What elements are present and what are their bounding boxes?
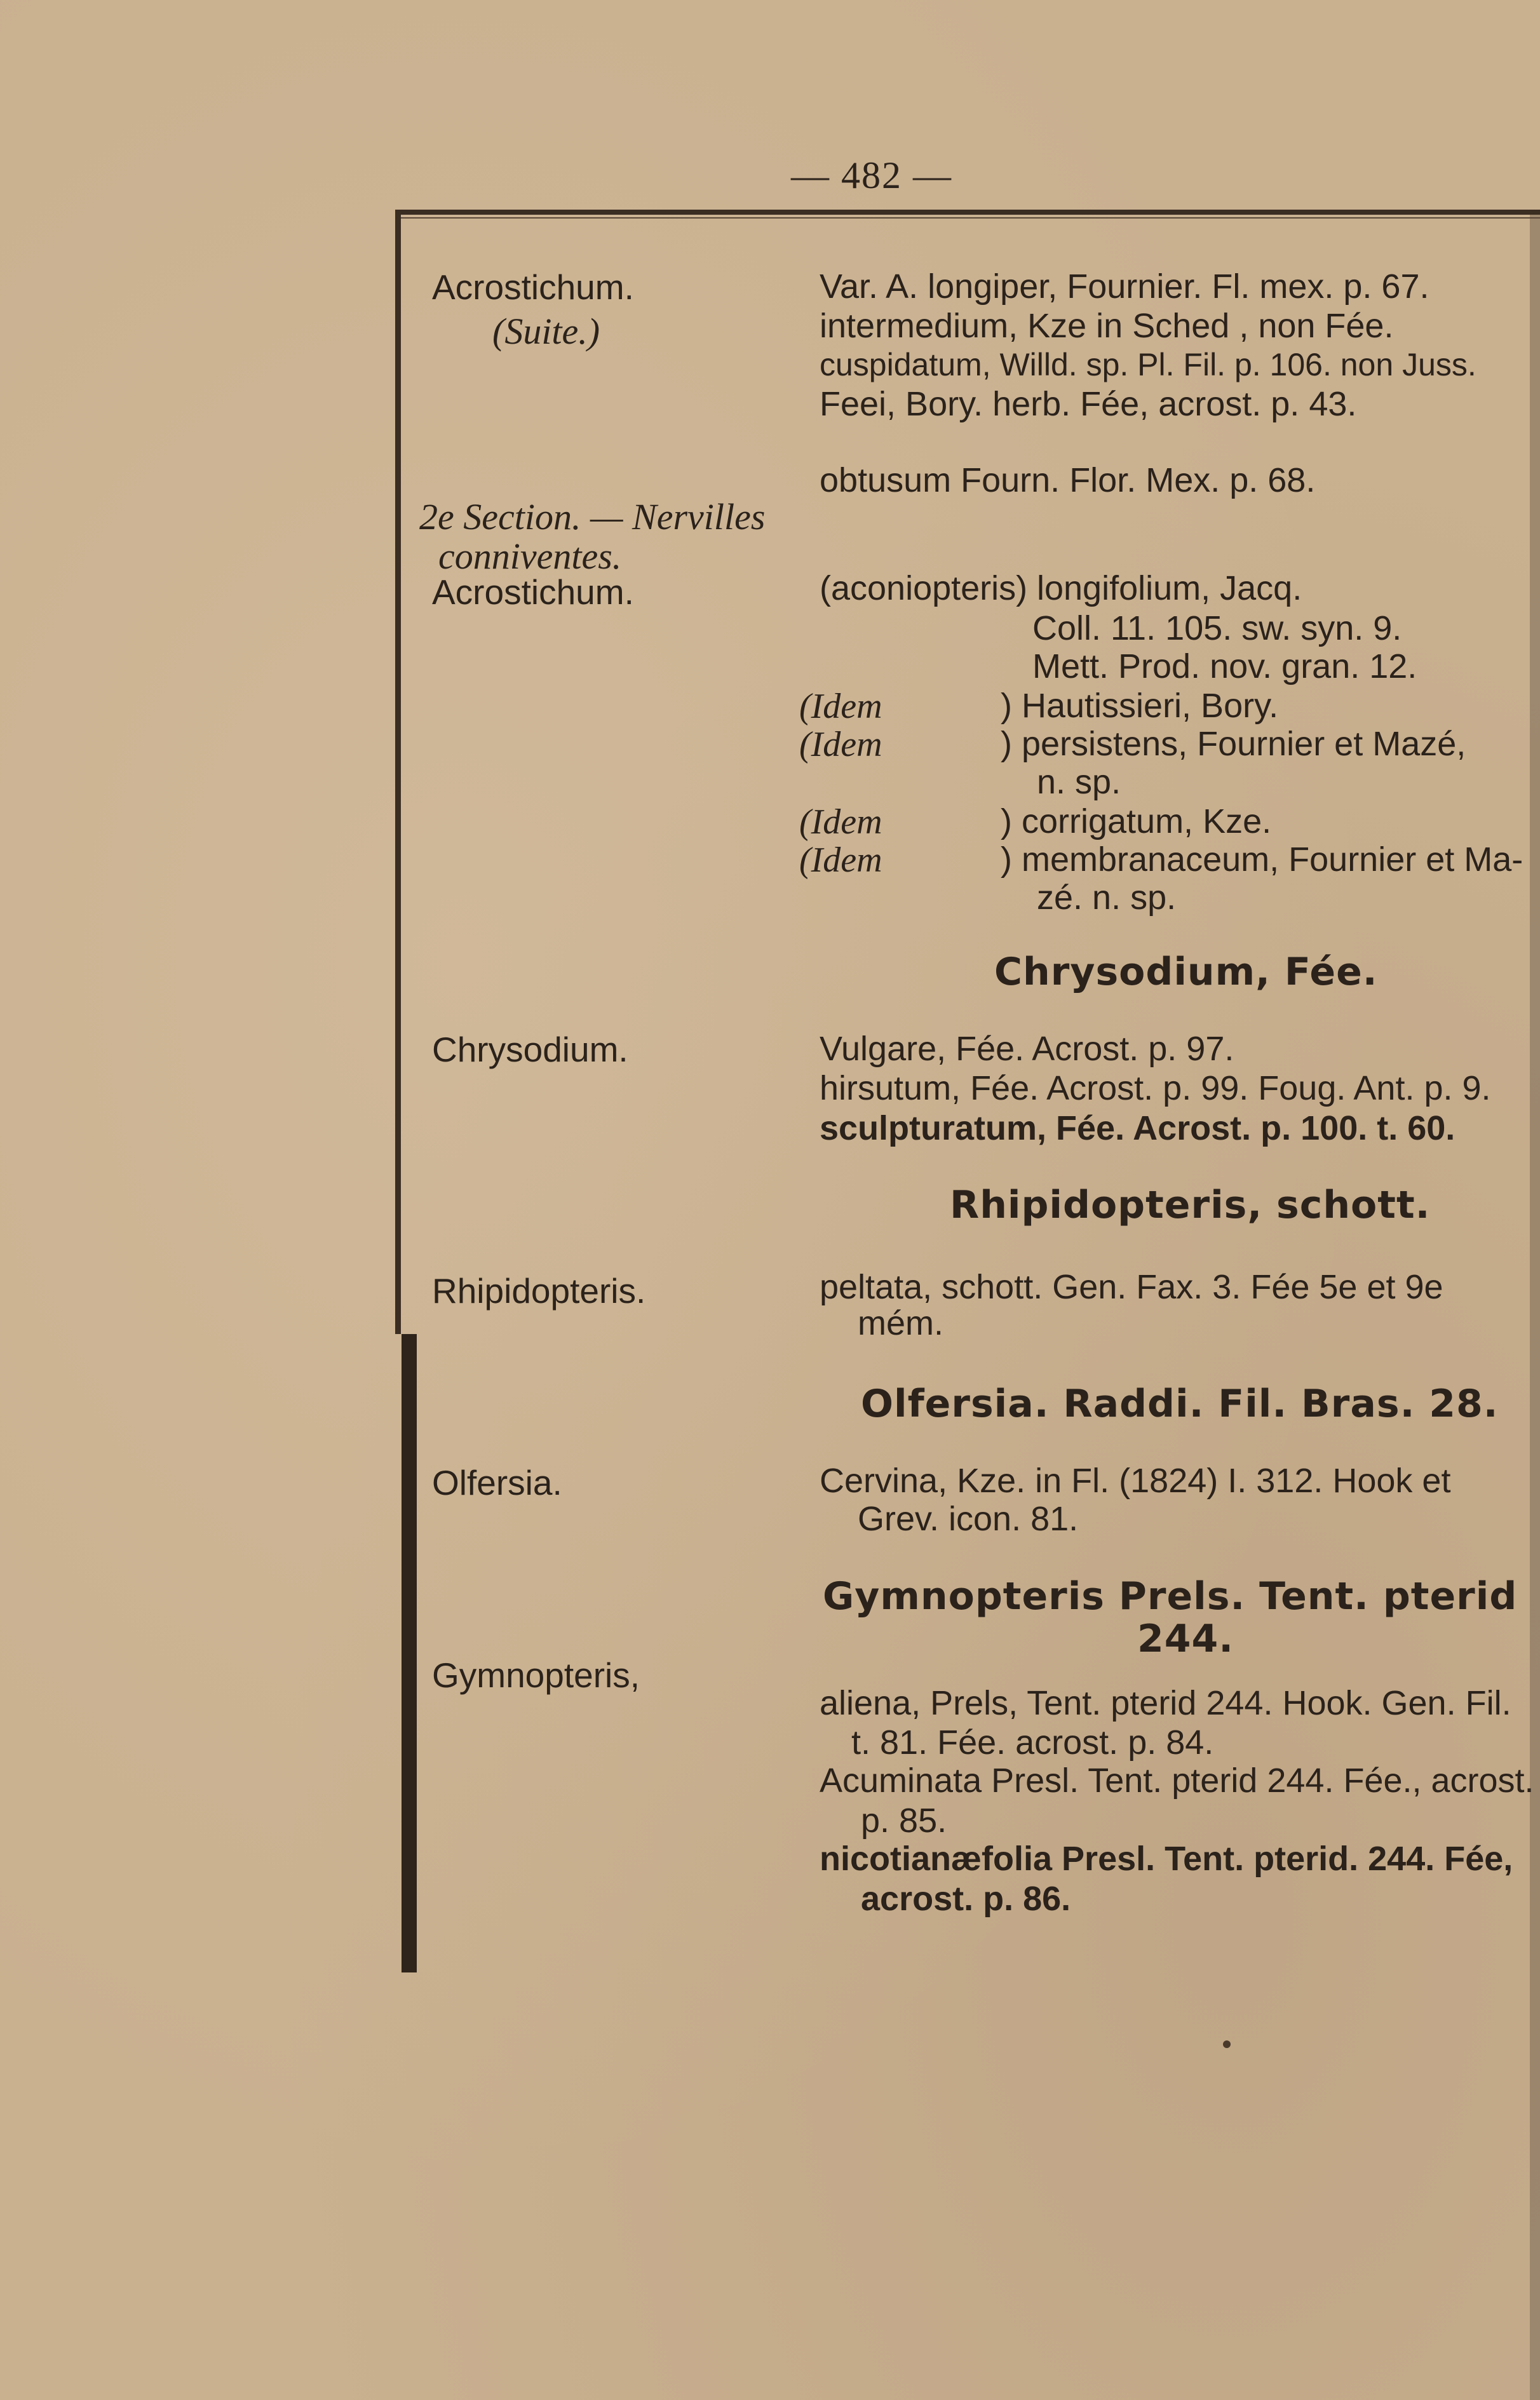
list-item: Vulgare, Fée. Acrost. p. 97. bbox=[820, 1030, 1234, 1068]
heading-gymnopteris-cont: 244. bbox=[1137, 1617, 1234, 1661]
list-item: cuspidatum, Willd. sp. Pl. Fil. p. 106. non Juss. bbox=[820, 347, 1476, 382]
heading-rhipidopteris: Rhipidopteris, schott. bbox=[950, 1183, 1431, 1227]
page-edge-shadow bbox=[1530, 210, 1540, 2400]
list-item-cont: p. 85. bbox=[861, 1802, 947, 1840]
list-item: hirsutum, Fée. Acrost. p. 99. Foug. Ant. p. 9. bbox=[820, 1069, 1491, 1107]
list-item-cont: Grev. icon. 81. bbox=[858, 1500, 1079, 1538]
list-item-cont: acrost. p. 86. bbox=[861, 1880, 1071, 1918]
idem-label: (Idem bbox=[799, 687, 882, 726]
column-rule-heavy bbox=[402, 1334, 417, 1972]
header-rule bbox=[397, 210, 1540, 215]
section-heading: 2e Section. — Nervilles bbox=[419, 496, 766, 537]
heading-gymnopteris: Gymnopteris Prels. Tent. pterid bbox=[823, 1574, 1518, 1619]
section-heading-cont: conniventes. bbox=[438, 536, 622, 577]
list-item: ) Hautissieri, Bory. bbox=[1001, 687, 1279, 725]
genus-suite: (Suite.) bbox=[492, 311, 600, 352]
list-item: longifolium, Jacq. bbox=[1037, 569, 1302, 607]
list-item-cont: zé. n. sp. bbox=[1037, 879, 1177, 917]
genus-acrostichum: Acrostichum. bbox=[432, 267, 634, 307]
list-item-cont: n. sp. bbox=[1037, 763, 1121, 801]
page-number: — 482 — bbox=[791, 154, 952, 196]
list-item: t. 81. Fée. acrost. p. 84. bbox=[851, 1723, 1214, 1762]
list-item: ) corrigatum, Kze. bbox=[1001, 802, 1272, 840]
genus-chrysodium: Chrysodium. bbox=[432, 1030, 628, 1069]
list-item: aliena, Prels, Tent. pterid 244. Hook. Gen. Fil. bbox=[820, 1684, 1511, 1722]
list-item: Var. A. longiper, Fournier. Fl. mex. p. 67. bbox=[820, 267, 1429, 306]
ink-spot bbox=[1223, 2040, 1231, 2048]
list-item: Cervina, Kze. in Fl. (1824) I. 312. Hook et bbox=[820, 1462, 1451, 1500]
list-item: sculpturatum, Fée. Acrost. p. 100. t. 60. bbox=[820, 1109, 1456, 1147]
list-item: Coll. 11. 105. sw. syn. 9. bbox=[1032, 609, 1402, 647]
heading-chrysodium: Chrysodium, Fée. bbox=[994, 950, 1378, 994]
column-rule bbox=[395, 210, 401, 1334]
idem-label: (Idem bbox=[799, 840, 882, 880]
aconiopteris-prefix: (aconiopteris) bbox=[820, 569, 1028, 607]
list-item-cont: mém. bbox=[858, 1304, 943, 1342]
genus-gymnopteris: Gymnopteris, bbox=[432, 1655, 640, 1695]
header-rule-thin bbox=[397, 217, 1540, 219]
list-item: ) membranaceum, Fournier et Ma- bbox=[1001, 840, 1523, 879]
list-item: nicotianæfolia Presl. Tent. pterid. 244. Fée, bbox=[820, 1840, 1513, 1878]
list-item: Feei, Bory. herb. Fée, acrost. p. 43. bbox=[820, 385, 1357, 423]
genus-acrostichum-2: Acrostichum. bbox=[432, 572, 634, 612]
list-item: peltata, schott. Gen. Fax. 3. Fée 5e et 9e bbox=[820, 1268, 1443, 1306]
list-item: ) persistens, Fournier et Mazé, bbox=[1001, 725, 1466, 763]
idem-label: (Idem bbox=[799, 725, 882, 764]
idem-label: (Idem bbox=[799, 802, 882, 842]
list-item: obtusum Fourn. Flor. Mex. p. 68. bbox=[820, 461, 1316, 499]
list-item: Acuminata Presl. Tent. pterid 244. Fée., acrost. bbox=[820, 1762, 1534, 1800]
genus-rhipidopteris: Rhipidopteris. bbox=[432, 1271, 646, 1311]
heading-olfersia: Olfersia. Raddi. Fil. Bras. 28. bbox=[861, 1382, 1499, 1426]
list-item: Mett. Prod. nov. gran. 12. bbox=[1032, 647, 1417, 685]
genus-olfersia: Olfersia. bbox=[432, 1463, 562, 1502]
list-item: intermedium, Kze in Sched , non Fée. bbox=[820, 307, 1394, 345]
